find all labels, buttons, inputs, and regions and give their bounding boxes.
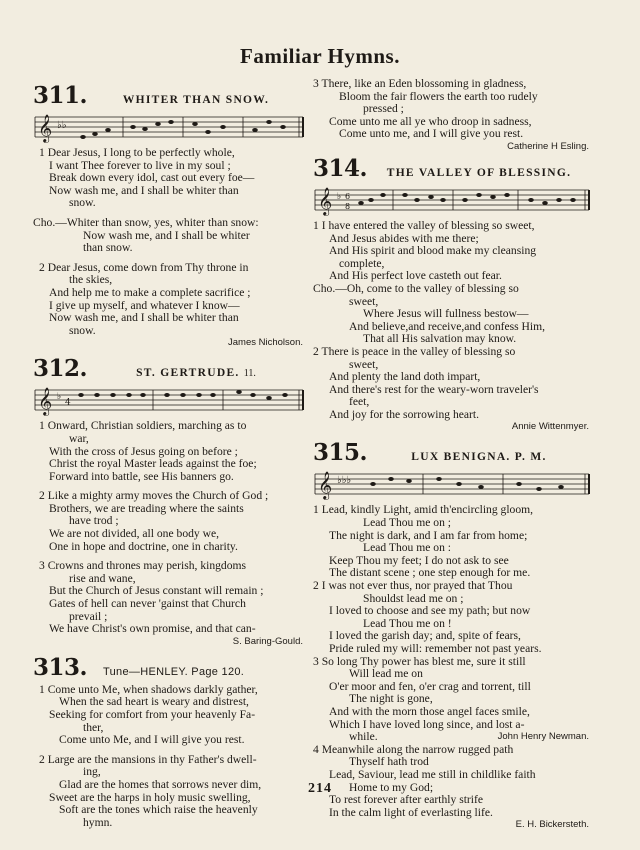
verse-line: Lead Thou me on : [363, 541, 452, 555]
hymn-author: E. H. Bickersteth. [515, 819, 589, 831]
verse-line: ther, [83, 720, 104, 734]
verse-line: We have Christ's own promise, and that can- [49, 622, 256, 636]
svg-text:♭: ♭ [57, 392, 62, 403]
svg-text:♭♭: ♭♭ [57, 120, 67, 131]
hymn-title: ST. GERTRUDE. 11. [136, 367, 256, 380]
svg-text:6: 6 [345, 191, 351, 201]
hymn-314-header [313, 155, 591, 182]
verse-line: complete, [339, 256, 385, 270]
chorus-line: Cho.—Oh, come to the valley of blessing so [313, 281, 519, 295]
verse-line: And plenty the land doth impart, [329, 370, 481, 384]
verse-line: Now wash me, and I shall be whiter than [49, 183, 239, 197]
verse-line: Now wash me, and I shall be whiter than [49, 311, 239, 325]
hymn-313-header [33, 654, 305, 681]
verse-line: Come unto me all ye who droop in sadness, [329, 114, 532, 128]
verse-line: Lead, Saviour, lead me still in childlike faith [329, 767, 536, 781]
hymn-number: 314. [313, 154, 368, 182]
verse-line: Pride ruled my will: remember not past years. [329, 642, 542, 655]
right-column [313, 78, 591, 831]
hymn-tune-reference: Tune—HENLEY. Page 120. [103, 665, 245, 678]
hymn-author: John Henry Newman. [497, 731, 589, 743]
verse-line: And help me to make a complete sacrifice ; [49, 285, 251, 299]
verse-line: 4 Meanwhile along the narrow rugged path [313, 742, 514, 756]
verse-line: Glad are the homes that sorrows never dim, [59, 777, 262, 791]
verse-line: Shouldst lead me on ; [363, 591, 464, 605]
verse-line: The night is gone, [349, 692, 433, 706]
hymn-312-header [33, 355, 305, 382]
verse-line: Lead Thou me on ; [363, 516, 452, 530]
chorus-line: than snow. [83, 241, 133, 255]
verse-line: One in hope and doctrine, one in charity. [49, 539, 238, 553]
hymn-number: 315. [313, 439, 368, 467]
verse-line: But the Church of Jesus constant will remain ; [49, 584, 264, 598]
verse-line: Soft are the tones which raise the heavenly [59, 803, 258, 817]
chorus-line: Now wash me, and I shall be whiter [83, 228, 250, 242]
verse-line: And with the morn those angel faces smile, [329, 704, 530, 718]
verse-line: And there's rest for the weary-worn traveler's [329, 382, 539, 396]
hymn-title: LUX BENIGNA. P. M. [411, 451, 547, 464]
verse-line: When the sad heart is weary and distrest, [59, 695, 249, 709]
hymn-314-verses [313, 220, 591, 422]
verse-line: sweet, [349, 357, 379, 371]
chorus-line: That all His salvation may know. [363, 332, 517, 346]
verse-line: Break down every idol, cast out every foe— [49, 171, 255, 185]
svg-text:♭♭♭: ♭♭♭ [337, 475, 352, 487]
chorus-line: Where Jesus will fullness bestow— [363, 307, 529, 321]
verse-line: prevail ; [69, 609, 108, 623]
hymn-number: 313. [33, 653, 88, 681]
hymn-311-verses [33, 147, 305, 337]
verse-line: 1 Come unto Me, when shadows darkly gather, [39, 682, 258, 696]
chorus-line: And believe,and receive,and confess Him, [349, 319, 546, 333]
music-staff-icon [33, 110, 305, 144]
verse-line: We are not divided, all one body we, [49, 527, 220, 541]
hymn-311-header [33, 82, 305, 109]
hymn-number: 312. [33, 355, 88, 383]
verse-line: Bloom the fair flowers the earth too rudely [339, 89, 538, 103]
verse-line: Home to my God; [349, 780, 434, 794]
verse-line: I loved to choose and see my path; but now [329, 604, 531, 618]
svg-text:𝄞: 𝄞 [38, 114, 53, 142]
verse-line: In the calm light of everlasting life. [329, 805, 493, 819]
hymn-number: 311. [33, 82, 88, 109]
verse-line: And Jesus abides with me there; [329, 231, 479, 245]
verse-line: 2 Like a mighty army moves the Church of God ; [39, 489, 269, 503]
music-staff-icon [313, 183, 591, 217]
hymn-title: THE VALLEY OF BLESSING. [386, 166, 572, 179]
hymn-315-header [313, 439, 591, 466]
verse-line: 2 I was not ever thus, nor prayed that Thou [313, 579, 513, 593]
verse-line: pressed ; [363, 102, 404, 116]
verse-line: have trod ; [69, 514, 119, 528]
verse-line: 3 Crowns and thrones may perish, kingdoms [39, 559, 247, 573]
verse-line: With the cross of Jesus going on before ; [49, 444, 238, 458]
verse-line: I loved the garish day; and, spite of fears, [329, 629, 521, 643]
left-column [33, 76, 305, 829]
hymn-author: S. Baring-Gould. [232, 635, 303, 647]
verse-line: I want Thee forever to live in my soul ; [49, 158, 231, 172]
verse-line: Brothers, we are treading where the saints [49, 501, 244, 515]
verse-line: And His spirit and blood make my cleansing [329, 244, 537, 258]
verse-line: Will lead me on [349, 667, 423, 681]
verse-line: The night is dark, and I am far from home; [329, 528, 528, 542]
verse-line: war, [69, 431, 89, 445]
verse-line: 2 There is peace in the valley of blessing so [313, 344, 516, 358]
verse-line: Christ the royal Master leads against the foe; [49, 457, 257, 471]
hymn-title: WHITER THAN SNOW. [122, 94, 270, 106]
page-number: 214 [308, 781, 332, 796]
verse-line: 1 Lead, kindly Light, amid th'encircling gloom, [313, 503, 534, 517]
verse-line: I give up myself, and whatever I know— [49, 298, 240, 312]
hymn-author: Catherine H Esling. [507, 140, 589, 152]
hymn-author: James Nicholson. [228, 337, 303, 349]
verse-line: Thyself hath trod [349, 755, 429, 769]
verse-line: 1 Dear Jesus, I long to be perfectly whole, [39, 146, 235, 159]
verse-line: O'er moor and fen, o'er crag and torrent, till [329, 679, 531, 693]
verse-line: Lead Thou me on ! [363, 616, 452, 630]
verse-line: ing, [83, 765, 101, 779]
verse-line-with-author [313, 731, 591, 744]
verse-line: Come unto Me, and I will give you rest. [59, 733, 245, 747]
verse-line: Come unto me, and I will give you rest. [339, 127, 524, 141]
verse-line: To rest forever after earthly strife [329, 793, 484, 807]
verse-line: snow. [69, 323, 96, 337]
hymn-313-verses [33, 684, 305, 830]
verse-line: Which I have loved long since, and lost a- [329, 717, 525, 731]
verse-line: while. [349, 730, 378, 744]
verse-line: Seeking for comfort from your heavenly Fa- [49, 708, 256, 721]
verse-line: 3 There, like an Eden blossoming in gladness, [313, 77, 527, 90]
svg-text:♭: ♭ [337, 191, 342, 202]
music-staff-icon [313, 467, 591, 501]
verse-line: hymn. [83, 815, 113, 829]
svg-text:𝄞: 𝄞 [38, 387, 53, 416]
verse-line: 2 Dear Jesus, come down from Thy throne in [39, 260, 249, 274]
chorus-line: sweet, [349, 294, 379, 308]
verse-line: And joy for the sorrowing heart. [329, 407, 480, 421]
verse-line: snow. [69, 196, 96, 210]
verse-line: And His perfect love casteth out fear. [329, 269, 502, 283]
verse-line: 1 I have entered the valley of blessing so sweet, [313, 218, 535, 232]
verse-line: Sweet are the harps in holy music swelling, [49, 790, 251, 804]
hymn-author: Annie Wittenmyer. [511, 421, 589, 433]
verse-line: the skies, [69, 273, 113, 287]
page-title: Familiar Hymns. [240, 44, 400, 68]
verse-line: Gates of hell can never 'gainst that Church [49, 597, 246, 611]
verse-line: 3 So long Thy power has blest me, sure it still [313, 654, 526, 668]
verse-line: Forward into battle, see His banners go. [49, 469, 234, 483]
verse-line: Keep Thou my feet; I do not ask to see [329, 553, 509, 567]
chorus-line: Cho.—Whiter than snow, yes, whiter than snow: [33, 215, 259, 229]
verse-line: 1 Onward, Christian soldiers, marching as to [39, 419, 247, 433]
verse-line: 2 Large are the mansions in thy Father's dwell- [39, 752, 257, 766]
svg-text:𝄞: 𝄞 [318, 186, 333, 215]
verse-line: rise and wane, [69, 571, 136, 585]
svg-text:𝄞: 𝄞 [318, 471, 333, 500]
hymn-313-continued [313, 78, 591, 141]
hymn-315-verses [313, 504, 591, 819]
svg-text:8: 8 [345, 201, 351, 211]
verse-line: The distant scene ; one step enough for me. [329, 566, 531, 580]
verse-line: feet, [349, 395, 370, 409]
hymn-312-verses [33, 420, 305, 636]
svg-text:4: 4 [65, 398, 71, 409]
music-staff-icon [33, 383, 305, 417]
